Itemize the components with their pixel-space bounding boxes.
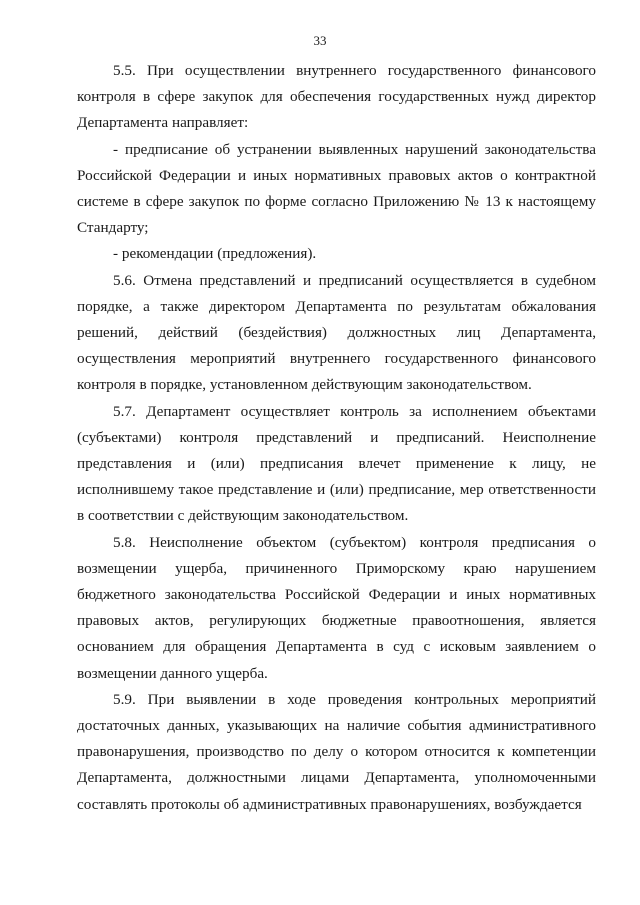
paragraph-5-5: 5.5. При осуществлении внутреннего государственного финансового контроля в сфере закупок для обеспечения государственных нужд директор Департамента направляет: bbox=[77, 62, 596, 132]
paragraph-5-8: 5.8. Неисполнение объектом (субъектом) контроля предписания о возмещении ущерба, причиненного Приморскому краю нарушением бюджетного законодательства Российской Федерации и иных нормативных правовых актов, регулирующих бюджетные правоотношения, является основанием для обращения Департамента в суд с исковым заявлением о возмещении данного ущерба. bbox=[77, 533, 596, 682]
paragraph-5-7: 5.7. Департамент осуществляет контроль за исполнением объектами (субъектами) контроля представлений и предписаний. Неисполнение представления и (или) предписания влечет применение к лицу, не исполнившему такое представление и (или) предписание, мер ответственности в соответствии с действующим законодательством. bbox=[77, 402, 596, 525]
paragraph-prescription: - предписание об устранении выявленных нарушений законодательства Российской Федерации и иных нормативных правовых актов о контрактной системе в сфере закупок по форме согласно Приложению № 13 к настоящему Стандарту; bbox=[77, 140, 596, 237]
page-number: 33 bbox=[313, 33, 327, 48]
paragraph-5-6: 5.6. Отмена представлений и предписаний осуществляется в судебном порядке, а также директором Департамента по результатам обжалования решений, действий (бездействия) должностных лиц Департамента, осуществления мероприятий внутреннего государственного финансового контроля в порядке, установленном действующим законодательством. bbox=[77, 271, 596, 394]
paragraph-5-9: 5.9. При выявлении в ходе проведения контрольных мероприятий достаточных данных, указывающих на наличие события административного правонарушения, производство по делу о котором относится к компетенции Департамента, должностными лицами Департамента, уполномоченными составлять протоколы об административных правонарушениях, возбуждается bbox=[77, 690, 596, 813]
document-body bbox=[77, 58, 596, 818]
paragraph-recommendations: - рекомендации (предложения). bbox=[113, 245, 317, 263]
